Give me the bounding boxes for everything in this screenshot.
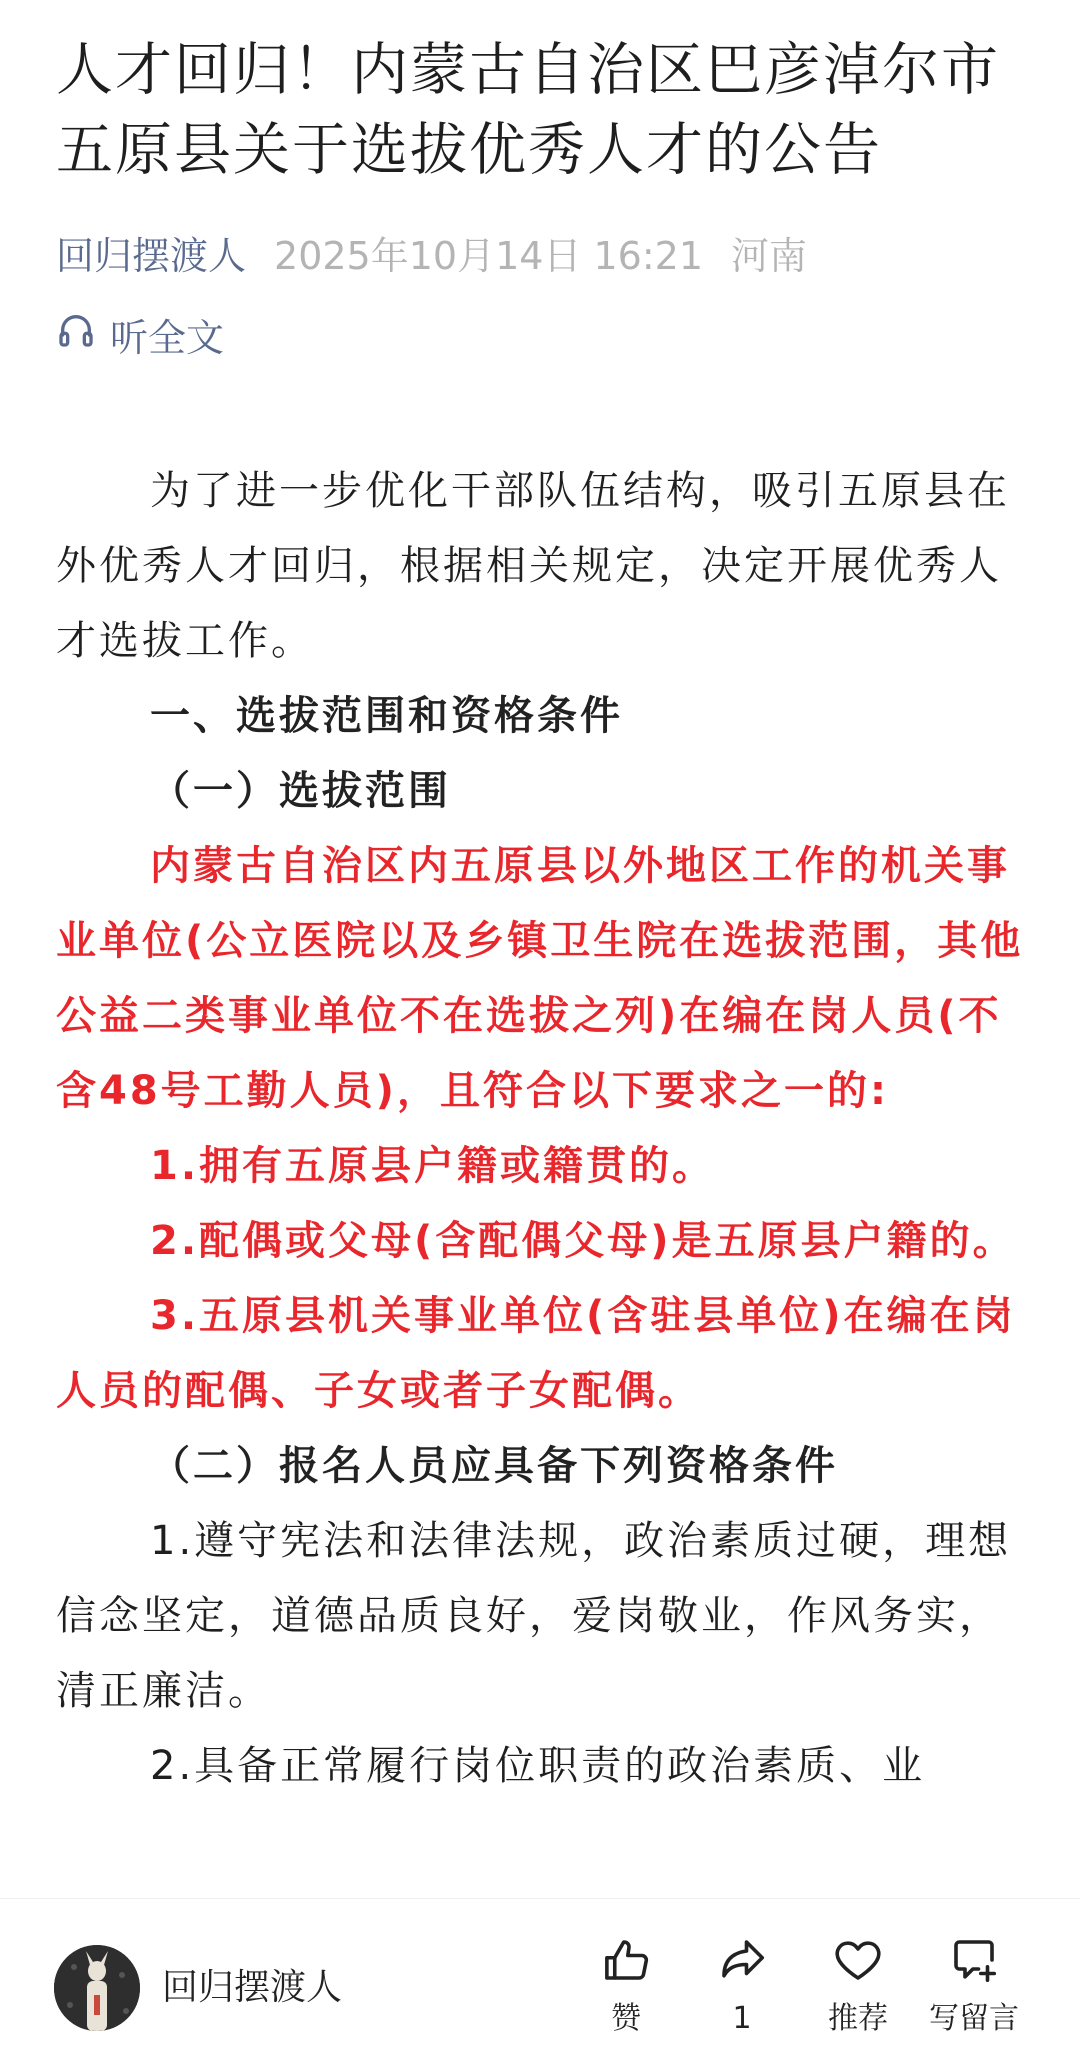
scroll-fade — [0, 1880, 1080, 1900]
highlight-paragraph: 2.配偶或父母(含配偶父母)是五原县户籍的。 — [150, 1218, 1016, 1264]
highlight-paragraph: 内蒙古自治区内五原县以外地区工作的机关事业单位(公立医院以及乡镇卫生院在选拔范围，其他公益二类事业单位不在选拔之列)在编在岗人员(不含48号工勤人员)，且符合以下要求之一的: — [56, 843, 1024, 1114]
article-title: 人才回归！内蒙古自治区巴彦淖尔市五原县关于选拔优秀人才的公告 — [56, 37, 1000, 183]
subsection-heading: （一）选拔范围 — [150, 768, 451, 814]
author-link[interactable]: 回归摆渡人 — [56, 234, 247, 278]
comment-plus-icon — [919, 1933, 1029, 1987]
article-meta — [56, 228, 1036, 284]
account-name[interactable]: 回归摆渡人 — [162, 1967, 343, 2008]
like-button[interactable] — [571, 1933, 681, 2041]
share-arrow-icon — [687, 1933, 797, 1987]
listen-full-text-button[interactable] — [56, 306, 224, 362]
article-body — [56, 454, 1024, 1804]
recommend-label: 推荐 — [828, 2001, 888, 2036]
publish-location: 河南 — [731, 234, 808, 278]
recommend-button[interactable] — [803, 1933, 913, 2041]
share-count: 1 — [732, 2001, 752, 2036]
paragraph: 1.遵守宪法和法律法规，政治素质过硬，理想信念坚定，道德品质良好，爱岗敬业，作风务实，清正廉洁。 — [56, 1518, 1012, 1714]
avatar[interactable] — [54, 1945, 140, 2031]
bottom-action-bar — [0, 1898, 1080, 2063]
listen-label: 听全文 — [110, 315, 225, 360]
subsection-heading: （二）报名人员应具备下列资格条件 — [150, 1443, 838, 1489]
thumbs-up-icon — [571, 1933, 681, 1987]
paragraph: 为了进一步优化干部队伍结构，吸引五原县在外优秀人才回归，根据相关规定，决定开展优秀人才选拔工作。 — [56, 468, 1010, 664]
paragraph: 2.具备正常履行岗位职责的政治素质、业 — [150, 1743, 926, 1789]
share-button[interactable] — [687, 1933, 797, 2041]
highlight-paragraph: 3.五原县机关事业单位(含驻县单位)在编在岗人员的配偶、子女或者子女配偶。 — [56, 1293, 1016, 1414]
section-heading: 一、选拔范围和资格条件 — [150, 693, 623, 739]
publish-date: 2025年10月14日 16:21 — [274, 234, 704, 278]
write-comment-button[interactable] — [919, 1933, 1029, 2041]
like-label: 赞 — [611, 2001, 641, 2036]
headphones-icon — [56, 310, 110, 359]
heart-icon — [803, 1933, 913, 1987]
comment-label: 写留言 — [929, 2001, 1019, 2036]
highlight-paragraph: 1.拥有五原县户籍或籍贯的。 — [150, 1143, 716, 1189]
